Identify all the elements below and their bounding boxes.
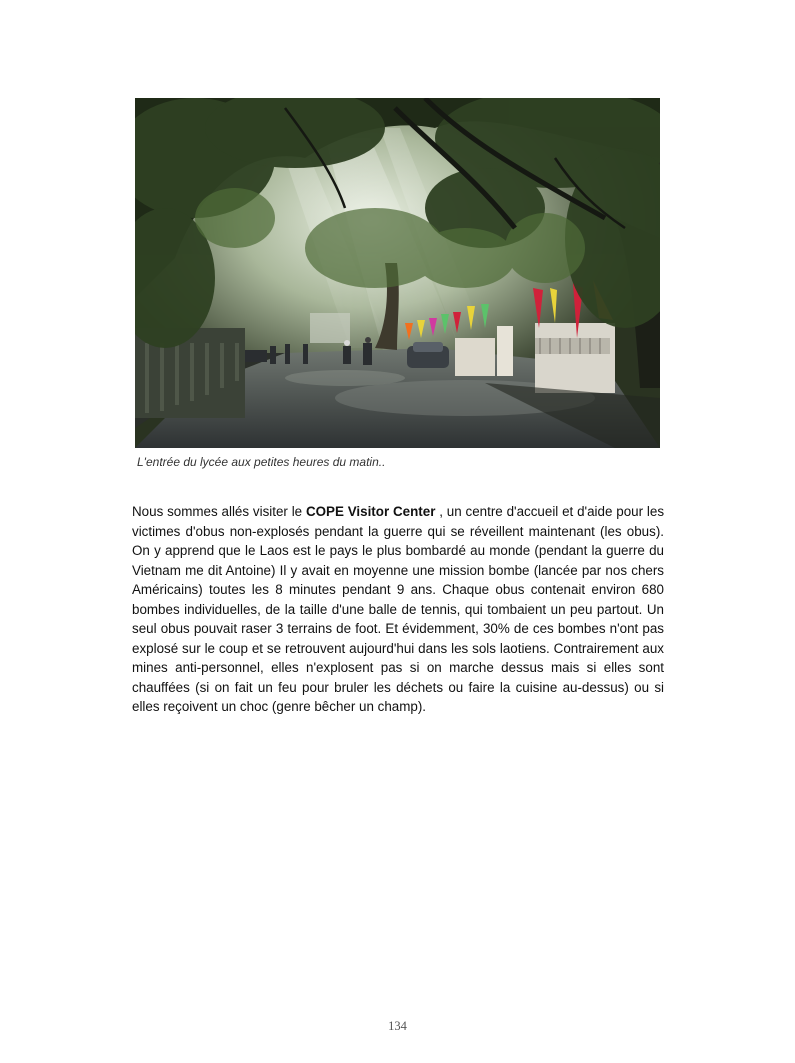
body-paragraph [132, 502, 664, 717]
paragraph-body: , un centre d'accueil et d'aide pour les victimes d'obus non-explosés pendant la guerre qui se réveillent maintenant (les obus). On y apprend que le Laos est le pays le plus bombardé au monde (pendant la guerre du Vietnam me dit Antoine) Il y avait en moyenne une mission bombe (lancée par nos chers Américains) toutes les 8 minutes pendant 9 ans. Chaque obus contenait environ 680 bombes individuelles, de la taille d'une balle de tennis, qui tombaient un peu partout. Un seul obus pouvait raser 3 terrains de foot. Et évidemment, 30% de ces bombes n'ont pas explosé sur le coup et se retrouvent aujourd'hui dans les sols laotiens. Contrairement aux mines anti-personnel, elles n'explosent pas si on marche dessus mais si elles sont chauffées (si on fait un feu pour bruler les déchets ou faire la cuisine au-dessus) ou si elles reçoivent un choc (genre bêcher un champ). [132, 504, 665, 714]
photo-caption: L'entrée du lycée aux petites heures du matin.. [137, 455, 386, 469]
street-photo [135, 98, 660, 448]
cope-visitor-center-name: COPE Visitor Center [305, 504, 436, 519]
paragraph-intro: Nous sommes allés visiter le [132, 504, 306, 519]
page-number: 134 [388, 1019, 407, 1033]
